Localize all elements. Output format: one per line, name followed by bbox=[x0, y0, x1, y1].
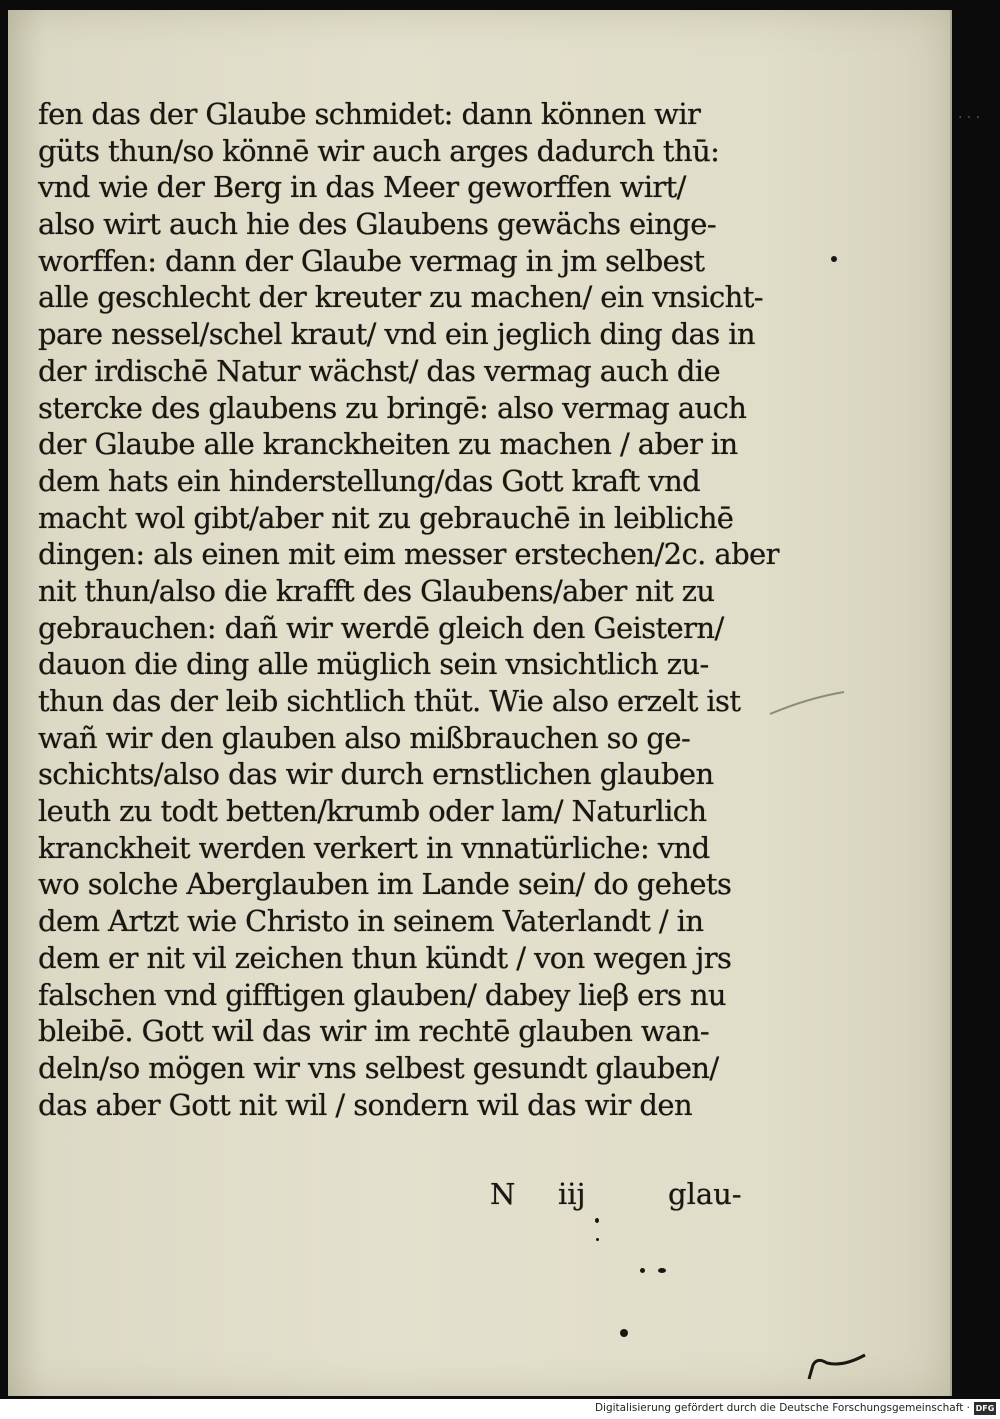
signature-number: iij bbox=[558, 1177, 586, 1211]
text-line: dem er nit vil zeichen thun kündt / von wegen jrs bbox=[38, 940, 732, 975]
text-line: das aber Gott nit wil / sondern wil das wir den bbox=[38, 1087, 693, 1122]
ink-speck bbox=[620, 1329, 628, 1337]
text-line: dingen: als einen mit eim messer erstechen/2c. aber bbox=[38, 537, 779, 572]
text-line: nit thun/also die krafft des Glaubens/aber nit zu bbox=[38, 573, 715, 608]
ink-speck bbox=[595, 1218, 599, 1223]
text-line: wo solche Aberglauben im Lande sein/ do gehets bbox=[38, 867, 732, 902]
text-line: worffen: dann der Glaube vermag in jm selbest bbox=[38, 243, 705, 278]
text-line: also wirt auch hie des Glaubens gewächs einge- bbox=[38, 207, 717, 242]
ink-speck bbox=[640, 1268, 645, 1273]
text-line: stercke des glaubens zu bringē: also vermag auch bbox=[38, 390, 747, 425]
text-line: wañ wir den glauben also mißbrauchen so ge- bbox=[38, 720, 691, 755]
text-line: falschen vnd gifftigen glauben/ dabey lieβ ers nu bbox=[38, 977, 727, 1012]
text-line: pare nessel/schel kraut/ vnd ein jeglich ding das in bbox=[38, 317, 755, 352]
text-line: vnd wie der Berg in das Meer geworffen wirt/ bbox=[38, 170, 686, 205]
footer-bar bbox=[0, 1399, 1000, 1419]
text-line: gebrauchen: dañ wir werdē gleich den Geistern/ bbox=[38, 610, 724, 645]
text-line: fen das der Glaube schmidet: dann können wir bbox=[38, 97, 701, 131]
text-line: der Glaube alle kranckheiten zu machen / aber in bbox=[38, 427, 738, 462]
book-page bbox=[8, 10, 952, 1396]
ink-speck bbox=[831, 256, 837, 262]
text-line: dem hats ein hinderstellung/das Gott kraft vnd bbox=[38, 463, 701, 498]
funding-credit: Digitalisierung gefördert durch die Deutsche Forschungsgemeinschaft · bbox=[594, 1402, 970, 1414]
signature-mark: N bbox=[490, 1177, 516, 1211]
ink-speck bbox=[658, 1268, 666, 1273]
text-line: dauon die ding alle müglich sein vnsichtlich zu- bbox=[38, 647, 709, 682]
paper-scratch bbox=[768, 688, 848, 718]
text-line: thun das der leib sichtlich thüt. Wie also erzelt ist bbox=[38, 684, 741, 718]
text-line: schichts/also das wir durch ernstlichen glauben bbox=[38, 757, 714, 792]
text-block bbox=[38, 96, 778, 1123]
text-line: güts thun/so könnē wir auch arges dadurch thū: bbox=[38, 133, 720, 168]
text-line: leuth zu todt betten/krumb oder lam/ Naturlich bbox=[38, 794, 707, 829]
catchword: glau- bbox=[668, 1177, 742, 1211]
dfg-logo-icon: DFG bbox=[975, 1404, 995, 1413]
text-line: deln/so mögen wir vns selbest gesundt glauben/ bbox=[38, 1050, 719, 1085]
text-line: dem Artzt wie Christo in seinem Vaterlandt / in bbox=[38, 904, 704, 939]
text-line: macht wol gibt/aber nit zu gebrauchē in leiblichē bbox=[38, 500, 734, 535]
text-line: der irdischē Natur wächst/ das vermag auch die bbox=[38, 353, 721, 388]
ink-stroke-mark bbox=[803, 1345, 873, 1385]
margin-dots: · · · bbox=[958, 110, 981, 126]
signature-line bbox=[478, 1177, 778, 1213]
text-line: alle geschlecht der kreuter zu machen/ ein vnsicht- bbox=[38, 280, 763, 315]
text-line: bleibē. Gott wil das wir im rechtē glauben wan- bbox=[38, 1014, 710, 1049]
text-line: kranckheit werden verkert in vnnatürliche: vnd bbox=[38, 830, 710, 865]
ink-speck bbox=[596, 1238, 599, 1241]
